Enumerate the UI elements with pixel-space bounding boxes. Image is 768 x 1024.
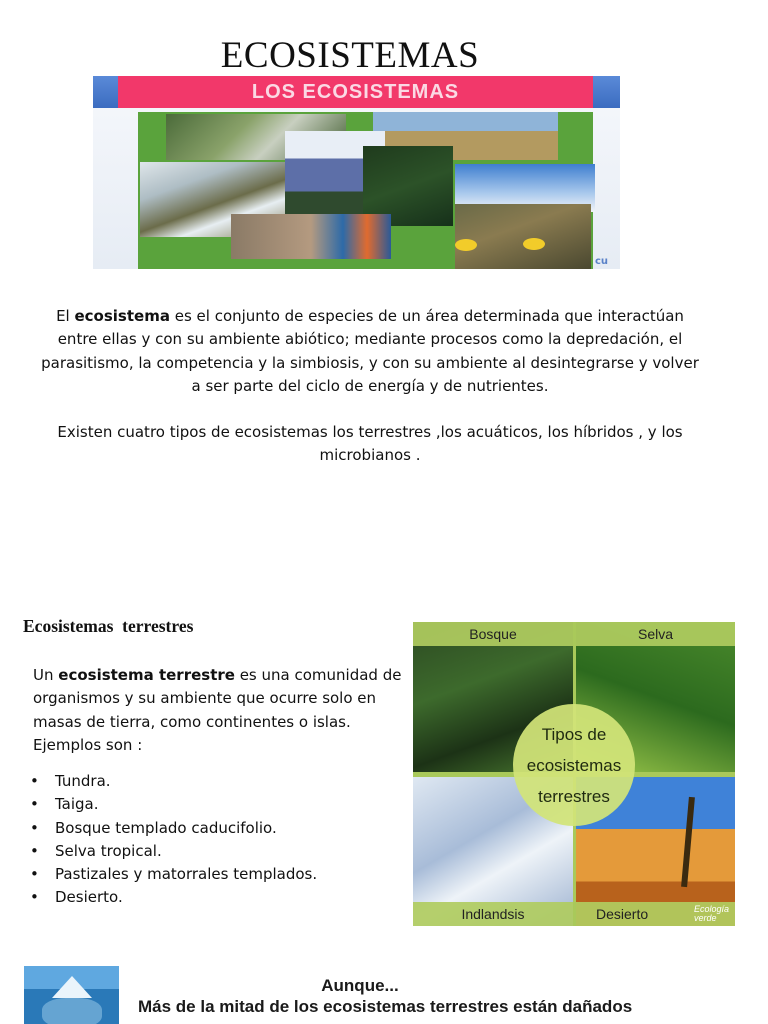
- intro-prefix: El: [56, 307, 75, 325]
- list-item: • Selva tropical.: [30, 840, 317, 863]
- iceberg-underwater: [42, 998, 102, 1024]
- logo-line: Ecología: [693, 904, 729, 914]
- list-item: • Tundra.: [30, 770, 317, 793]
- iceberg-image: [24, 966, 119, 1024]
- banner-corner-text: cu: [594, 256, 608, 267]
- terrestrial-paragraph: [33, 664, 403, 757]
- caption-desierto: Desierto: [596, 906, 649, 922]
- circle-line: Tipos de: [541, 724, 607, 744]
- intro-paragraph: [40, 305, 700, 399]
- collage-photo-reef: [231, 214, 391, 259]
- banner-heading: LOS ECOSISTEMAS: [251, 81, 460, 103]
- list-item: • Taiga.: [30, 793, 317, 816]
- cactus-flower: [523, 238, 545, 250]
- caption-indlandsis: Indlandsis: [413, 902, 573, 926]
- collage-photo-cactus: [455, 204, 591, 269]
- circle-line: ecosistemas: [526, 755, 622, 775]
- iceberg-tip: [52, 976, 92, 998]
- ecosystems-banner-image: [93, 76, 620, 269]
- terrestrial-heading: Ecosistemas terrestres: [23, 616, 194, 636]
- bottom-heading: Aunque...: [321, 976, 399, 995]
- ecologia-verde-logo: [694, 905, 729, 923]
- terrestrial-rest: es una comunidad de organismos y su ambiente que ocurre solo en masas de tierra, como continentes o islas. Ejemplos son :: [33, 666, 402, 754]
- cactus-flower: [455, 239, 477, 251]
- terrestrial-examples-list: [30, 770, 317, 910]
- terrestrial-types-image: [413, 622, 735, 926]
- caption-bosque: Bosque: [413, 622, 573, 646]
- caption-selva: Selva: [576, 622, 735, 646]
- logo-line: verde: [693, 913, 717, 923]
- list-item: • Bosque templado caducifolio.: [30, 817, 317, 840]
- list-item: • Desierto.: [30, 886, 317, 909]
- circle-line: terrestres: [538, 786, 610, 806]
- types-center-circle: [513, 704, 635, 826]
- intro-keyword: ecosistema: [74, 307, 170, 325]
- banner-heading-bar: [118, 76, 593, 108]
- page-title: ECOSISTEMAS: [220, 35, 480, 76]
- bottom-statement: Más de la mitad de los ecosistemas terrestres están dañados: [138, 997, 633, 1016]
- intro-rest: es el conjunto de especies de un área determinada que interactúan entre ellas y con su ambiente abiótico; mediante procesos como la depredación, el parasitismo, la competencia y la simbiosis, y con su ambiente al desintegrarse y volver a ser parte del ciclo de energía y de nutrientes.: [41, 307, 699, 396]
- terrestrial-prefix: Un: [33, 666, 59, 684]
- terrestrial-keyword: ecosistema terrestre: [58, 666, 235, 684]
- caption-desierto-bar: [576, 902, 735, 926]
- list-item: • Pastizales y matorrales templados.: [30, 863, 317, 886]
- types-sentence: Existen cuatro tipos de ecosistemas los terrestres ,los acuáticos, los híbridos , y los microbianos .: [57, 423, 683, 465]
